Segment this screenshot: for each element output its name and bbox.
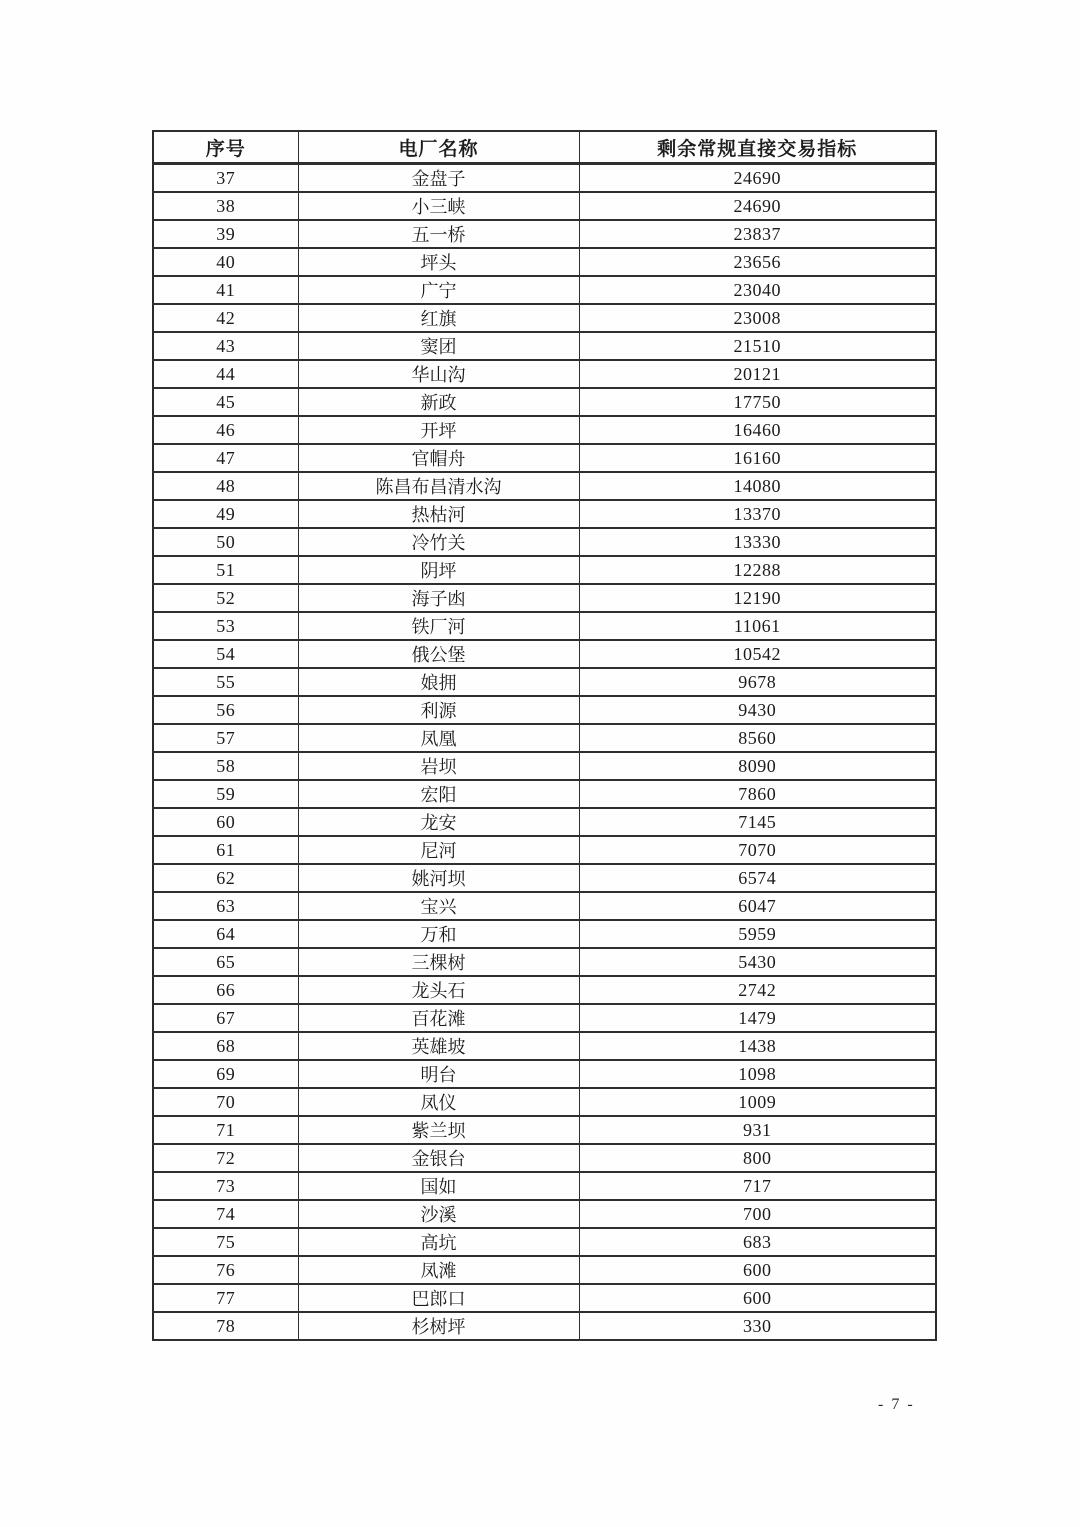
- cell-index: 54: [153, 640, 298, 668]
- cell-plant-name: 华山沟: [298, 360, 579, 388]
- table-row: [153, 304, 936, 332]
- cell-plant-name: 俄公堡: [298, 640, 579, 668]
- cell-plant-name: 国如: [298, 1172, 579, 1200]
- table-row: [153, 1228, 936, 1256]
- table-row: [153, 640, 936, 668]
- cell-plant-name: 紫兰坝: [298, 1116, 579, 1144]
- cell-index: 50: [153, 528, 298, 556]
- table-row: [153, 864, 936, 892]
- cell-quota: 12288: [579, 556, 936, 584]
- page-number: - 7 -: [878, 1396, 915, 1413]
- cell-index: 46: [153, 416, 298, 444]
- table-row: [153, 1144, 936, 1172]
- cell-plant-name: 新政: [298, 388, 579, 416]
- cell-index: 68: [153, 1032, 298, 1060]
- cell-plant-name: 龙头石: [298, 976, 579, 1004]
- table-row: [153, 192, 936, 220]
- table-row: [153, 1004, 936, 1032]
- table-row: [153, 1060, 936, 1088]
- table-row: [153, 500, 936, 528]
- cell-quota: 2742: [579, 976, 936, 1004]
- table-row: [153, 920, 936, 948]
- table-row: [153, 668, 936, 696]
- cell-quota: 1479: [579, 1004, 936, 1032]
- cell-index: 41: [153, 276, 298, 304]
- power-plant-quota-table: [152, 130, 937, 1341]
- table-body: [153, 164, 936, 1341]
- cell-index: 43: [153, 332, 298, 360]
- cell-quota: 717: [579, 1172, 936, 1200]
- cell-plant-name: 万和: [298, 920, 579, 948]
- cell-quota: 23040: [579, 276, 936, 304]
- cell-index: 40: [153, 248, 298, 276]
- cell-plant-name: 沙溪: [298, 1200, 579, 1228]
- cell-plant-name: 三棵树: [298, 948, 579, 976]
- cell-plant-name: 坪头: [298, 248, 579, 276]
- table-row: [153, 1256, 936, 1284]
- cell-index: 39: [153, 220, 298, 248]
- cell-quota: 16160: [579, 444, 936, 472]
- cell-quota: 7860: [579, 780, 936, 808]
- cell-index: 67: [153, 1004, 298, 1032]
- cell-plant-name: 陈昌布昌清水沟: [298, 472, 579, 500]
- cell-quota: 7145: [579, 808, 936, 836]
- table-row: [153, 780, 936, 808]
- cell-quota: 600: [579, 1256, 936, 1284]
- cell-plant-name: 凤凰: [298, 724, 579, 752]
- cell-quota: 1438: [579, 1032, 936, 1060]
- cell-index: 62: [153, 864, 298, 892]
- table-row: [153, 220, 936, 248]
- cell-index: 37: [153, 164, 298, 193]
- cell-index: 51: [153, 556, 298, 584]
- cell-index: 47: [153, 444, 298, 472]
- cell-index: 38: [153, 192, 298, 220]
- cell-quota: 1098: [579, 1060, 936, 1088]
- cell-plant-name: 凤仪: [298, 1088, 579, 1116]
- cell-quota: 7070: [579, 836, 936, 864]
- cell-quota: 13370: [579, 500, 936, 528]
- cell-plant-name: 杉树坪: [298, 1312, 579, 1340]
- cell-plant-name: 阴坪: [298, 556, 579, 584]
- cell-index: 63: [153, 892, 298, 920]
- cell-plant-name: 金银台: [298, 1144, 579, 1172]
- cell-quota: 10542: [579, 640, 936, 668]
- table-row: [153, 1200, 936, 1228]
- cell-quota: 6047: [579, 892, 936, 920]
- cell-quota: 24690: [579, 192, 936, 220]
- cell-quota: 5430: [579, 948, 936, 976]
- cell-index: 72: [153, 1144, 298, 1172]
- cell-plant-name: 宏阳: [298, 780, 579, 808]
- cell-quota: 20121: [579, 360, 936, 388]
- table-row: [153, 1116, 936, 1144]
- cell-index: 65: [153, 948, 298, 976]
- cell-index: 44: [153, 360, 298, 388]
- cell-index: 66: [153, 976, 298, 1004]
- cell-quota: 8560: [579, 724, 936, 752]
- cell-plant-name: 官帽舟: [298, 444, 579, 472]
- cell-plant-name: 明台: [298, 1060, 579, 1088]
- cell-quota: 13330: [579, 528, 936, 556]
- cell-plant-name: 高坑: [298, 1228, 579, 1256]
- cell-quota: 23837: [579, 220, 936, 248]
- cell-plant-name: 广宁: [298, 276, 579, 304]
- table-row: [153, 276, 936, 304]
- cell-quota: 14080: [579, 472, 936, 500]
- cell-plant-name: 巴郎口: [298, 1284, 579, 1312]
- cell-index: 74: [153, 1200, 298, 1228]
- cell-plant-name: 姚河坝: [298, 864, 579, 892]
- table-row: [153, 556, 936, 584]
- cell-index: 76: [153, 1256, 298, 1284]
- table-row: [153, 1088, 936, 1116]
- cell-index: 64: [153, 920, 298, 948]
- table-row: [153, 724, 936, 752]
- cell-index: 61: [153, 836, 298, 864]
- cell-plant-name: 金盘子: [298, 164, 579, 193]
- cell-quota: 17750: [579, 388, 936, 416]
- cell-quota: 21510: [579, 332, 936, 360]
- column-header-plant-name: 电厂名称: [298, 131, 579, 164]
- table-row: [153, 360, 936, 388]
- table-row: [153, 416, 936, 444]
- cell-quota: 6574: [579, 864, 936, 892]
- cell-index: 69: [153, 1060, 298, 1088]
- table-row: [153, 472, 936, 500]
- cell-quota: 5959: [579, 920, 936, 948]
- cell-quota: 600: [579, 1284, 936, 1312]
- cell-quota: 23008: [579, 304, 936, 332]
- cell-plant-name: 开坪: [298, 416, 579, 444]
- cell-plant-name: 红旗: [298, 304, 579, 332]
- cell-plant-name: 冷竹关: [298, 528, 579, 556]
- cell-quota: 330: [579, 1312, 936, 1340]
- table-row: [153, 332, 936, 360]
- cell-quota: 9430: [579, 696, 936, 724]
- table-row: [153, 808, 936, 836]
- cell-index: 55: [153, 668, 298, 696]
- cell-index: 57: [153, 724, 298, 752]
- cell-quota: 683: [579, 1228, 936, 1256]
- cell-plant-name: 铁厂河: [298, 612, 579, 640]
- table-header-row: [153, 131, 936, 164]
- cell-index: 78: [153, 1312, 298, 1340]
- cell-index: 71: [153, 1116, 298, 1144]
- cell-index: 59: [153, 780, 298, 808]
- table-row: [153, 164, 936, 193]
- cell-quota: 8090: [579, 752, 936, 780]
- table-row: [153, 444, 936, 472]
- cell-plant-name: 海子凼: [298, 584, 579, 612]
- column-header-index: 序号: [153, 131, 298, 164]
- cell-plant-name: 龙安: [298, 808, 579, 836]
- table-row: [153, 948, 936, 976]
- cell-quota: 16460: [579, 416, 936, 444]
- cell-index: 49: [153, 500, 298, 528]
- table-row: [153, 248, 936, 276]
- table-row: [153, 892, 936, 920]
- cell-quota: 9678: [579, 668, 936, 696]
- table-row: [153, 836, 936, 864]
- cell-quota: 1009: [579, 1088, 936, 1116]
- cell-index: 58: [153, 752, 298, 780]
- cell-plant-name: 利源: [298, 696, 579, 724]
- cell-plant-name: 岩坝: [298, 752, 579, 780]
- table-row: [153, 976, 936, 1004]
- cell-plant-name: 娘拥: [298, 668, 579, 696]
- cell-index: 60: [153, 808, 298, 836]
- cell-index: 75: [153, 1228, 298, 1256]
- cell-index: 73: [153, 1172, 298, 1200]
- cell-plant-name: 五一桥: [298, 220, 579, 248]
- cell-quota: 12190: [579, 584, 936, 612]
- table-row: [153, 528, 936, 556]
- cell-quota: 11061: [579, 612, 936, 640]
- cell-plant-name: 窦团: [298, 332, 579, 360]
- cell-index: 77: [153, 1284, 298, 1312]
- cell-index: 52: [153, 584, 298, 612]
- cell-plant-name: 百花滩: [298, 1004, 579, 1032]
- table-row: [153, 1032, 936, 1060]
- cell-index: 45: [153, 388, 298, 416]
- cell-plant-name: 小三峡: [298, 192, 579, 220]
- cell-index: 56: [153, 696, 298, 724]
- cell-quota: 800: [579, 1144, 936, 1172]
- cell-quota: 24690: [579, 164, 936, 193]
- cell-plant-name: 英雄坡: [298, 1032, 579, 1060]
- cell-plant-name: 尼河: [298, 836, 579, 864]
- table-row: [153, 584, 936, 612]
- cell-plant-name: 宝兴: [298, 892, 579, 920]
- cell-index: 70: [153, 1088, 298, 1116]
- cell-index: 42: [153, 304, 298, 332]
- cell-plant-name: 热枯河: [298, 500, 579, 528]
- table-row: [153, 696, 936, 724]
- table-row: [153, 1172, 936, 1200]
- cell-quota: 23656: [579, 248, 936, 276]
- cell-index: 48: [153, 472, 298, 500]
- column-header-remaining-quota: 剩余常规直接交易指标: [579, 131, 936, 164]
- table-row: [153, 1312, 936, 1340]
- table-row: [153, 388, 936, 416]
- cell-index: 53: [153, 612, 298, 640]
- table-row: [153, 752, 936, 780]
- table-row: [153, 1284, 936, 1312]
- cell-quota: 931: [579, 1116, 936, 1144]
- table-row: [153, 612, 936, 640]
- cell-quota: 700: [579, 1200, 936, 1228]
- cell-plant-name: 凤滩: [298, 1256, 579, 1284]
